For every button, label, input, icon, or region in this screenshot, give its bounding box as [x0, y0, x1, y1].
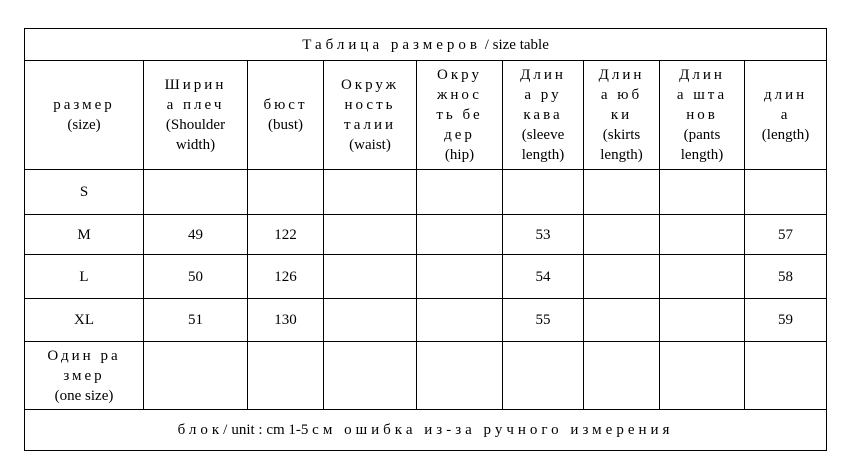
footer-ru-2: см ошибка из-за ручного измерения: [312, 422, 674, 438]
header-ru-line: ть бе: [436, 107, 483, 123]
one-size-ru-2: змер: [63, 367, 105, 384]
header-ru-line: ность: [344, 97, 396, 113]
table-cell: [144, 342, 248, 410]
size-table: [24, 28, 827, 451]
data-rows: [25, 170, 827, 342]
header-cell: [248, 61, 324, 170]
header-ru-line: Окру: [437, 67, 482, 83]
table-cell: [584, 299, 660, 342]
table-title: [25, 29, 827, 61]
table-cell: [584, 170, 660, 215]
header-ru-line: а плеч: [166, 97, 225, 113]
header-en-line: length): [521, 147, 565, 163]
table-cell: 50: [144, 255, 248, 299]
table-cell: [417, 255, 503, 299]
header-row: [25, 61, 827, 170]
one-size-label: [25, 342, 144, 410]
table-row: [25, 299, 827, 342]
table-cell: 58: [745, 255, 827, 299]
table-row: [25, 170, 827, 215]
footer-ru-1: блок/: [177, 422, 232, 438]
title-ru: Таблица размеров: [302, 36, 481, 53]
table-cell: 57: [745, 215, 827, 255]
table-cell: [660, 255, 745, 299]
table-cell: [144, 170, 248, 215]
header-en-line: length): [600, 147, 643, 163]
header-cell: [417, 61, 503, 170]
header-cell: [584, 61, 660, 170]
header-cell: [25, 61, 144, 170]
table-cell: 130: [248, 299, 324, 342]
header-ru-line: Ширин: [164, 77, 227, 93]
table-cell: 53: [503, 215, 584, 255]
header-en-line: (bust): [268, 117, 303, 133]
header-cell: [324, 61, 417, 170]
table-cell: [660, 170, 745, 215]
one-size-row: [25, 342, 827, 410]
header-ru-line: длин: [763, 87, 808, 103]
header-ru-line: Длин: [679, 67, 725, 83]
header-ru-line: дер: [444, 127, 475, 143]
table-cell: [745, 170, 827, 215]
table-cell: [660, 342, 745, 410]
header-ru-line: размер: [53, 97, 115, 113]
table-cell: 126: [248, 255, 324, 299]
table-cell: 122: [248, 215, 324, 255]
size-label: XL: [25, 299, 144, 342]
table-cell: 55: [503, 299, 584, 342]
header-en-line: (waist): [349, 137, 391, 153]
table-cell: [417, 215, 503, 255]
header-ru-line: талии: [343, 117, 397, 133]
header-en-line: (pants: [683, 127, 721, 143]
table-cell: 49: [144, 215, 248, 255]
table-row: [25, 255, 827, 299]
table-cell: [324, 170, 417, 215]
header-cell: [660, 61, 745, 170]
header-en-line: length): [680, 147, 724, 163]
table-cell: [660, 299, 745, 342]
table-cell: [417, 170, 503, 215]
header-ru-line: а юб: [600, 87, 643, 103]
header-ru-line: Окруж: [340, 77, 400, 93]
header-cell: [745, 61, 827, 170]
header-en-line: width): [175, 137, 216, 153]
header-ru-line: кава: [523, 107, 563, 123]
table-row: [25, 215, 827, 255]
one-size-ru-1: Один ра: [47, 347, 121, 364]
header-en-line: (sleeve: [521, 127, 565, 143]
one-size-en: (one size): [54, 387, 114, 404]
header-ru-line: жнос: [437, 87, 482, 103]
header-ru-line: а шта: [676, 87, 728, 103]
table-cell: 54: [503, 255, 584, 299]
header-cell: [144, 61, 248, 170]
table-cell: [584, 215, 660, 255]
header-ru-line: Длин: [520, 67, 566, 83]
header-en-line: (Shoulder: [165, 117, 226, 133]
header-ru-line: нов: [686, 107, 718, 123]
header-en-line: (skirts: [602, 127, 641, 143]
table-cell: [417, 299, 503, 342]
table-cell: [324, 255, 417, 299]
header-ru-line: бюст: [263, 97, 308, 113]
header-ru-line: ки: [610, 107, 633, 123]
table-cell: [660, 215, 745, 255]
size-label: S: [25, 170, 144, 215]
footer-unit: unit : cm 1-5: [231, 422, 313, 438]
title-en: / size table: [484, 36, 549, 53]
header-ru-line: Длин: [598, 67, 645, 83]
table-cell: [503, 342, 584, 410]
size-label: M: [25, 215, 144, 255]
table-cell: [324, 299, 417, 342]
table-cell: [584, 255, 660, 299]
table-cell: [417, 342, 503, 410]
header-ru-line: а: [780, 107, 791, 123]
size-label: L: [25, 255, 144, 299]
header-en-line: (length): [761, 127, 810, 143]
table-cell: 51: [144, 299, 248, 342]
table-cell: 59: [745, 299, 827, 342]
table-cell: [248, 342, 324, 410]
footer-note: [25, 410, 827, 451]
table-cell: [324, 342, 417, 410]
table-cell: [324, 215, 417, 255]
table-cell: [584, 342, 660, 410]
table-cell: [503, 170, 584, 215]
header-cell: [503, 61, 584, 170]
header-en-line: (size): [67, 117, 101, 133]
table-cell: [745, 342, 827, 410]
header-en-line: (hip): [444, 147, 475, 163]
header-ru-line: а ру: [524, 87, 562, 103]
table-cell: [248, 170, 324, 215]
